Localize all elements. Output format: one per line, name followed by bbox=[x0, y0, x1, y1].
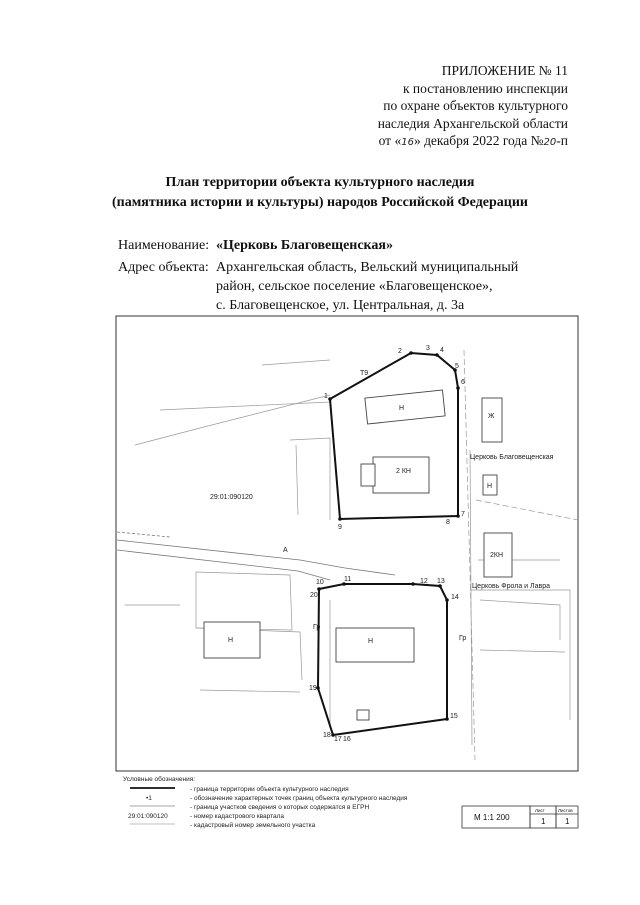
building-label-1: Н bbox=[399, 405, 405, 412]
point-4: 4 bbox=[440, 347, 444, 354]
building-n-1 bbox=[365, 390, 445, 424]
legend-item-4: - номер кадастрового квартала bbox=[190, 813, 285, 820]
point-14: 14 bbox=[451, 594, 459, 601]
point-7: 7 bbox=[461, 511, 465, 518]
building-annex-1 bbox=[361, 464, 375, 486]
title-line-2: (памятника истории и культуры) народов Российской Федерации bbox=[112, 195, 528, 210]
building-label-4: Н bbox=[487, 483, 493, 490]
point-6: 6 bbox=[461, 379, 465, 386]
legend-symbol-2: •1 bbox=[146, 795, 152, 802]
point-19: 19 bbox=[309, 685, 317, 692]
point-17: 17 bbox=[334, 736, 342, 743]
point-11: 11 bbox=[344, 576, 352, 583]
appendix-line-3: по охране объектов культурного bbox=[383, 98, 568, 113]
point-3: 3 bbox=[426, 345, 430, 352]
road-a bbox=[117, 532, 395, 580]
building-small bbox=[357, 710, 369, 720]
sheet-header: Лист bbox=[535, 808, 545, 813]
appendix-date-line: от «16» декабря 2022 года №20-п bbox=[378, 133, 568, 148]
building-label-3: Ж bbox=[488, 413, 495, 420]
point-9: 9 bbox=[338, 524, 342, 531]
point-1: 1 bbox=[324, 393, 328, 400]
handwritten-day: 16 bbox=[401, 137, 414, 148]
legend-item-1: - граница территории объекта культурного наследия bbox=[190, 786, 349, 793]
point-10: 10 bbox=[316, 579, 324, 586]
building-church-1 bbox=[373, 457, 429, 493]
sheet-number: 1 bbox=[541, 817, 546, 826]
building-n-4 bbox=[336, 628, 414, 662]
appendix-line-4: наследия Архангельской области bbox=[377, 115, 568, 131]
road-label-gr-2: Гр bbox=[459, 635, 467, 642]
title-line-1: План территории объекта культурного наследия bbox=[165, 175, 475, 190]
legend-item-2: - обозначение характерных точек границ объекта культурного наследия bbox=[190, 795, 408, 802]
legend-item-5: - кадастровый номер земельного участка bbox=[190, 822, 316, 829]
building-label-7: Н bbox=[368, 638, 374, 645]
name-label: Наименование: bbox=[118, 238, 210, 253]
cadastral-block-label: 29:01:090120 bbox=[210, 494, 253, 501]
legend-symbol-4: 29:01:090120 bbox=[128, 813, 168, 820]
appendix-line-2: к постановлению инспекции bbox=[403, 80, 568, 96]
point-15: 15 bbox=[450, 713, 458, 720]
legend-item-3: - граница участков сведения о которых содержатся в ЕГРН bbox=[190, 804, 370, 811]
address-line-3: с. Благовещенское, ул. Центральная, д. 3а bbox=[216, 298, 465, 313]
buildings bbox=[204, 390, 512, 720]
name-value: «Церковь Благовещенская» bbox=[216, 238, 393, 253]
church-label-blagoveshchenskaya: Церковь Благовещенская bbox=[470, 454, 554, 461]
building-zh bbox=[482, 398, 502, 442]
point-12: 12 bbox=[420, 578, 428, 585]
handwritten-number: 20 bbox=[543, 137, 557, 148]
sheets-count: 1 bbox=[565, 817, 570, 826]
appendix-number: ПРИЛОЖЕНИЕ № 11 bbox=[441, 63, 568, 78]
building-label-6: Н bbox=[228, 637, 234, 644]
address-line-1: Архангельская область, Вельский муниципальный bbox=[216, 260, 519, 275]
road-label-a: А bbox=[283, 547, 288, 554]
address-label: Адрес объекта: bbox=[118, 260, 209, 275]
road-label-gr-1: Гр bbox=[313, 624, 321, 631]
building-label-5: 2КН bbox=[490, 552, 504, 559]
legend-title: Условные обозначения: bbox=[123, 776, 196, 783]
point-5: 5 bbox=[455, 363, 459, 370]
point-13: 13 bbox=[437, 578, 445, 585]
point-20: 20 bbox=[310, 592, 318, 599]
point-2: 2 bbox=[398, 348, 402, 355]
point-18: 18 bbox=[323, 732, 331, 739]
building-label-2: 2 КН bbox=[396, 468, 411, 475]
legend bbox=[123, 775, 408, 829]
scale-label: М 1:1 200 bbox=[474, 813, 510, 822]
point-16: 16 bbox=[343, 736, 351, 743]
road-label-t9: Т9 bbox=[360, 370, 369, 377]
point-8: 8 bbox=[446, 519, 450, 526]
sheets-header: Листов bbox=[558, 808, 573, 813]
church-label-frol-lavr: Церковь Фрола и Лавра bbox=[472, 583, 551, 590]
address-line-2: район, сельское поселение «Благовещенское», bbox=[216, 279, 493, 294]
